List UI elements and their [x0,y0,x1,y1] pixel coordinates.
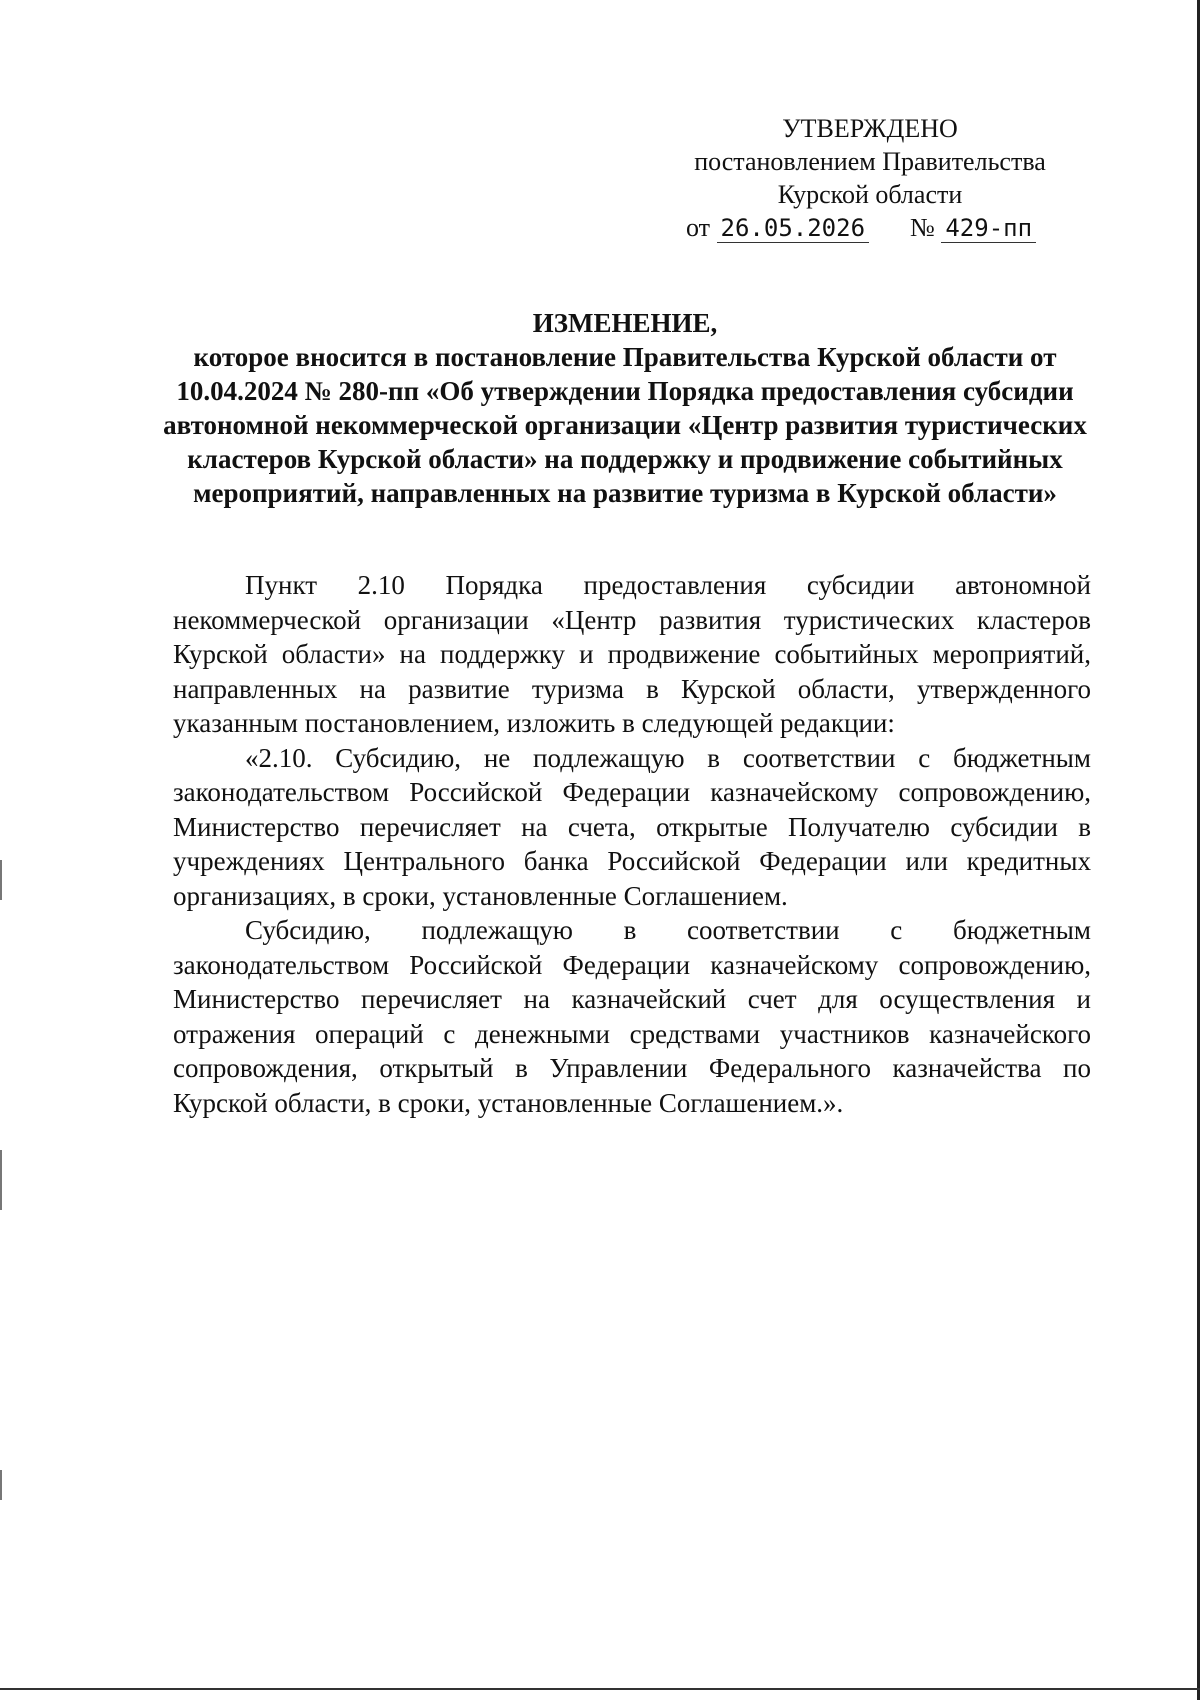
scan-edge-mark [0,1470,2,1500]
scan-edge-mark [0,1150,2,1210]
approval-line-2: постановлением Правительства [694,147,1046,176]
approval-date-line [660,211,1080,245]
date-prefix: от [686,213,711,242]
document-title [160,306,1090,510]
approval-number: 429-пп [941,214,1036,243]
scan-edge-bottom [0,1688,1200,1690]
number-prefix: № [910,213,935,242]
body-paragraph: «2.10. Субсидию, не подлежащую в соответствии с бюджетным законодательством Российской Федерации казначейскому сопровождению, Министерство перечисляет на счета, открытые Получателю субсидии в учреждениях Центрального банка Российской Федерации или кредитных организациях, в сроки, установленные Соглашением. [173,742,1091,911]
title-subtitle: которое вносится в постановление Правительства Курской области от 10.04.2024 № 280-пп «Об утверждении Порядка предоставления субсидии автономной некоммерческой организации «Центр развития туристических кластеров Курской области» на поддержку и продвижение событийных мероприятий, направленных на развитие туризма в Курской области» [163,342,1087,508]
document-body [173,568,1091,1120]
body-paragraph: Субсидию, подлежащую в соответствии с бюджетным законодательством Российской Федерации казначейскому сопровождению, Министерство перечисляет на казначейский счет для осуществления и отражения операций с денежными средствами участников казначейского сопровождения, открытый в Управлении Федерального казначейства по Курской области, в сроки, установленные Соглашением.». [173,915,1091,1118]
approval-block [660,112,1080,245]
approval-heading: УТВЕРЖДЕНО [782,114,958,143]
scan-edge-mark [0,860,2,900]
title-main: ИЗМЕНЕНИЕ, [532,308,718,338]
approval-line-3: Курской области [777,180,963,209]
approval-date: 26.05.2026 [717,214,870,243]
body-paragraph: Пункт 2.10 Порядка предоставления субсидии автономной некоммерческой организации «Центр развития туристических кластеров Курской области» на поддержку и продвижение событийных мероприятий, направленных на развитие туризма в Курской области, утвержденного указанным постановлением, изложить в следующей редакции: [173,570,1091,738]
